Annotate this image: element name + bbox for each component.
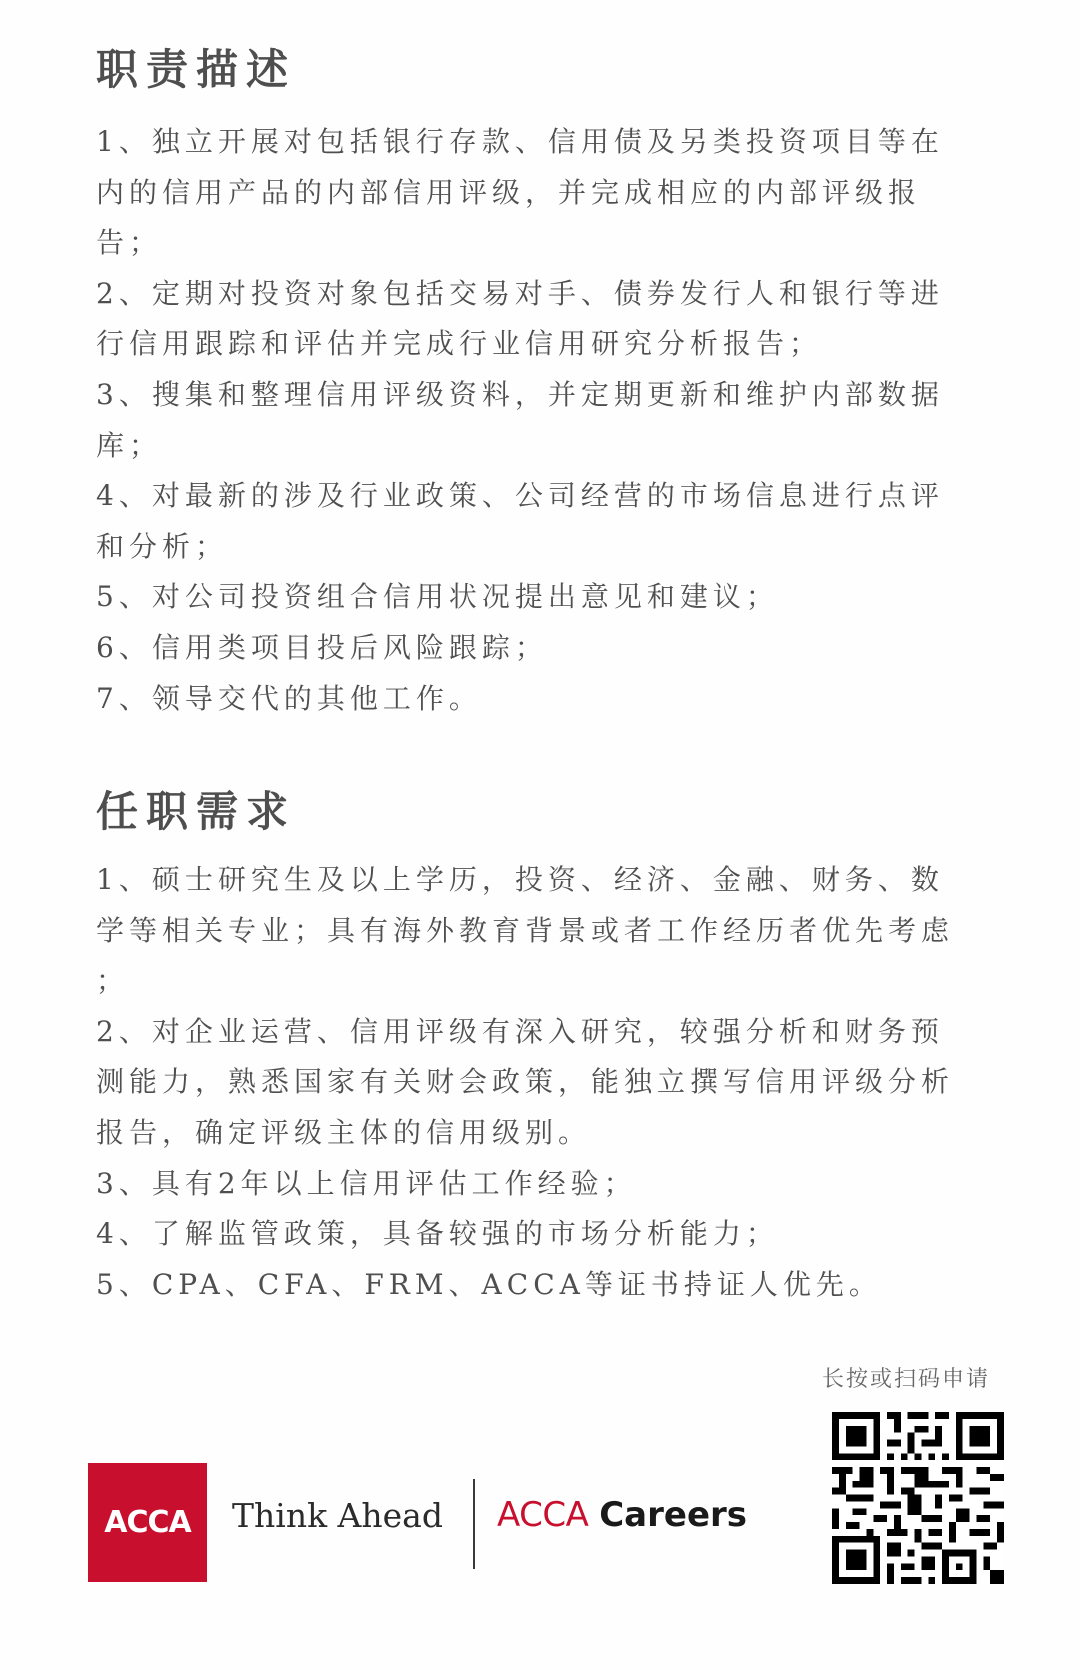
duties-list: [96, 117, 976, 724]
requirements-line: 学等相关专业；具有海外教育背景或者工作经历者优先考虑: [96, 913, 955, 947]
requirements-line: 报告，确定评级主体的信用级别。: [96, 1115, 592, 1149]
requirements-line: 测能力，熟悉国家有关财会政策，能独立撰写信用评级分析: [96, 1065, 955, 1099]
duties-line: 5、对公司投资组合信用状况提出意见和建议；: [96, 580, 779, 614]
duties-line: 4、对最新的涉及行业政策、公司经营的市场信息进行点评: [96, 479, 944, 513]
duties-line: 1、独立开展对包括银行存款、信用债及另类投资项目等在: [96, 125, 944, 158]
careers-word: Careers: [599, 1495, 748, 1535]
duties-title: 职责描述: [96, 45, 297, 94]
duties-line: 7、领导交代的其他工作。: [96, 681, 482, 715]
duties-line: 2、定期对投资对象包括交易对手、债券发行人和银行等进: [96, 276, 944, 310]
acca-careers-wordmark: [497, 1495, 747, 1535]
duties-line: 和分析；: [96, 529, 229, 563]
requirements-line: 1、硕士研究生及以上学历，投资、经济、金融、财务、数: [96, 863, 944, 896]
qr-caption: 长按或扫码申请: [822, 1367, 991, 1392]
requirements-line: 2、对企业运营、信用评级有深入研究，较强分析和财务预: [96, 1014, 944, 1048]
duties-line: 内的信用产品的内部信用评级，并完成相应的内部评级报: [96, 175, 922, 209]
qr-code-icon[interactable]: [832, 1412, 1004, 1584]
duties-line: 行信用跟踪和评估并完成行业信用研究分析报告；: [96, 327, 823, 361]
careers-brand: ACCA: [497, 1495, 589, 1535]
tagline: Think Ahead: [232, 1496, 443, 1535]
requirements-line: 5、CPA、CFA、FRM、ACCA等证书持证人优先。: [96, 1267, 882, 1301]
requirements-title: 任职需求: [96, 787, 297, 836]
acca-logo-text: ACCA: [104, 1505, 191, 1540]
duties-line: 库；: [96, 428, 163, 462]
acca-logo: [88, 1463, 207, 1582]
duties-line: 6、信用类项目投后风险跟踪；: [96, 630, 548, 664]
requirements-list: [96, 855, 976, 1310]
requirements-line: ；: [96, 964, 130, 998]
requirements-line: 4、了解监管政策，具备较强的市场分析能力；: [96, 1217, 779, 1251]
duties-line: 3、搜集和整理信用评级资料，并定期更新和维护内部数据: [96, 377, 944, 411]
duties-line: 告；: [96, 226, 163, 260]
footer-divider: [473, 1479, 475, 1569]
requirements-line: 3、具有2年以上信用评估工作经验；: [96, 1166, 637, 1200]
